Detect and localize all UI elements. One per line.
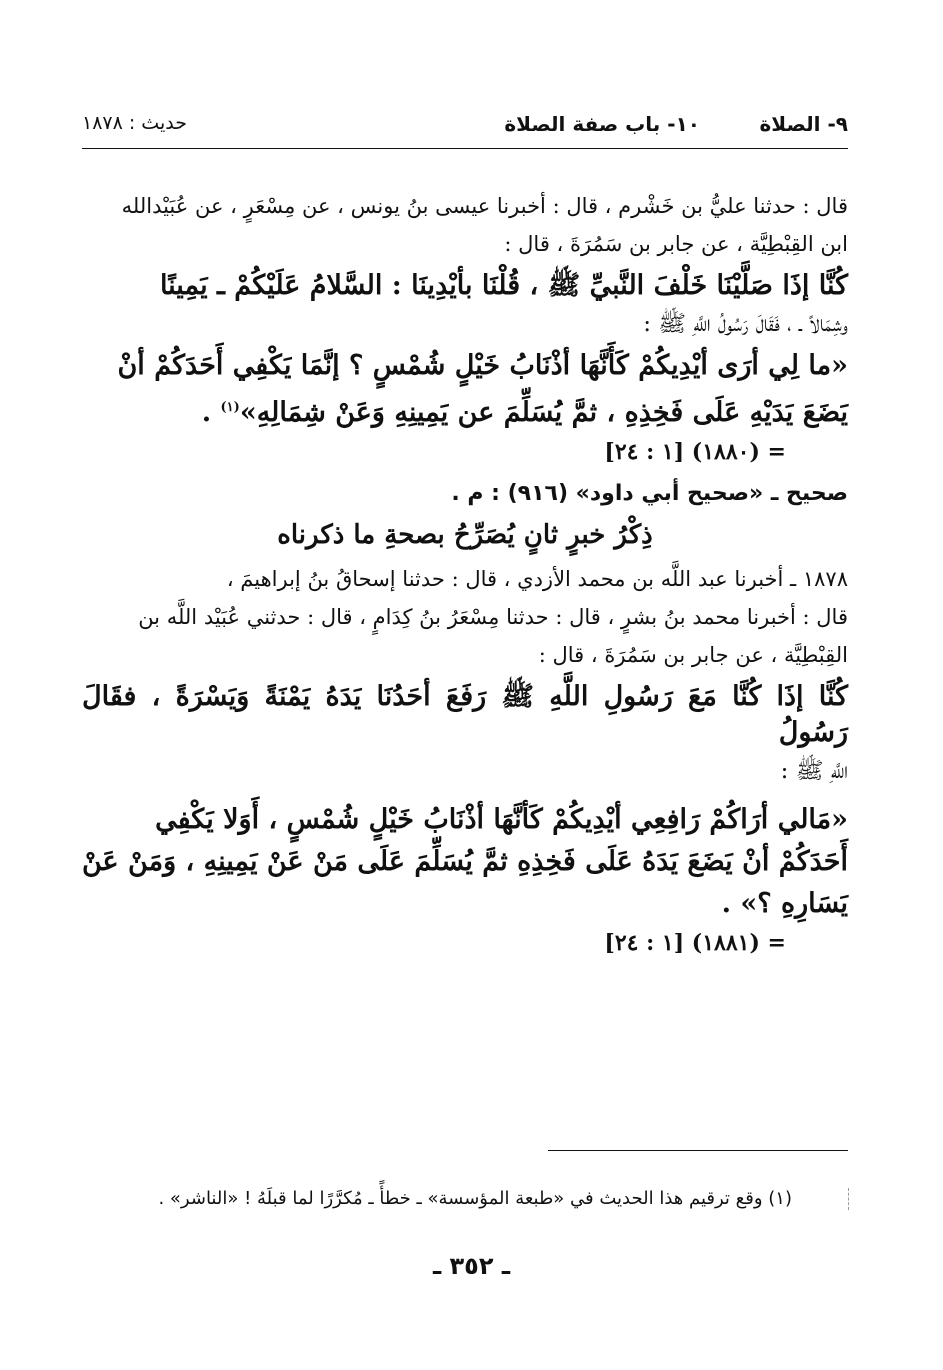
chapter-heading: ذِكْرُ خبرٍ ثانٍ يُصَرِّحُ بصحةِ ما ذكرناه <box>277 520 653 550</box>
main-text <box>82 192 848 970</box>
chapter-title: ٩- الصلاة <box>759 112 848 136</box>
prophetic-saying-line: «ما لِي أرَى أيْدِيكُمْ كَأَنَّهَا أذْنَابُ خَيْلٍ شُمْسٍ ؟ إنَّمَا يَكْفِي أَحَدَكُمْ أنْ <box>117 350 848 381</box>
prophetic-saying-line: أَحَدَكُمْ أنْ يَضَعَ يَدَهُ عَلَى فَخِذِهِ ثمَّ يُسَلِّمَ عَلَى مَنْ عَنْ يَمِينِهِ ، وَمَنْ عَنْ <box>81 846 848 877</box>
prophetic-saying-text: يَضَعَ يَدَيْهِ عَلَى فَخِذِهِ ، ثمَّ يُسَلِّمَ عن يَمِينِهِ وَعَنْ شِمَالِهِ» <box>239 397 848 428</box>
isnad-line: القِبْطِيَّة ، عن جابر بن سَمُرَةَ ، قال : <box>538 643 848 667</box>
footnote-marker: (١) <box>220 400 240 415</box>
page-number: ـ ٣٥٢ ـ <box>432 1252 511 1280</box>
authenticity-grade: صحيح ـ «صحيح أبي داود» (٩١٦) : م . <box>451 481 848 506</box>
isnad-line: قال : أخبرنا محمد بنُ بشرٍ ، قال : حدثنا مِسْعَرُ بنُ كِدَامٍ ، قال : حدثني عُبَيْد اللَّه بن <box>138 605 848 629</box>
cross-reference: = (١٨٨٠) [١ : ٢٤] <box>604 439 786 465</box>
section-title: ١٠- باب صفة الصلاة <box>504 112 700 136</box>
hadith-number-line: ١٨٧٨ ـ أخبرنا عبد اللَّه بن محمد الأزدي ، قال : حدثنا إسحاقُ بنُ إبراهيمَ ، <box>226 567 848 591</box>
isnad-line: ابن القِبْطِيَّة ، عن جابر بن سَمُرَةَ ، قال : <box>504 232 848 256</box>
hadith-text-line: اللَّهِ ﷺ : <box>780 758 848 784</box>
hadith-number-reference: حديث : ١٨٧٨ <box>82 112 187 134</box>
hadith-text-line: كُنَّا إذَا كُنَّا مَعَ رَسُولِ اللَّهِ ﷺ رَفَعَ أحَدُنَا يَدَهُ يَمْنَةً وَيَسْرَةً ، فقَالَ رَسُولُ <box>82 681 848 748</box>
isnad-line: قال : حدثنا عليُّ بن خَشْرم ، قال : أخبرنا عيسى بنُ يونس ، عن مِسْعَرٍ ، عن عُبَيْدالله <box>121 194 848 218</box>
prophetic-saying-line <box>82 390 848 431</box>
margin-mark <box>848 1188 849 1210</box>
prophetic-saying-line: يَسَارِهِ ؟» . <box>721 888 848 919</box>
footnote-divider <box>548 1150 848 1151</box>
sentence-end: . <box>201 397 221 428</box>
hadith-text-line: كُنَّا إذَا صَلَّيْنَا خَلْفَ النَّبيِّ ﷺ ، قُلْنَا بأيْدِينَا : السَّلامُ عَلَيْكُمْ ـ يَمِينًا <box>159 270 848 301</box>
prophetic-saying-line: «مَالي أرَاكُمْ رَافِعِي أيْدِيكُمْ كَأنَّهَا أذْنَابُ خَيْلٍ شُمْسٍ ، أَوَلا يَكْفِي <box>155 804 848 835</box>
running-header <box>82 112 848 142</box>
footnote: (١) وقع ترقيم هذا الحديث في «طبعة المؤسسة» ـ خطأً ـ مُكرَّرًا لما قبلَهُ ! «الناشر» . <box>158 1188 792 1209</box>
hadith-text-line: وشِمَالاً ـ ، فَقَالَ رَسُولُ اللَّهِ ﷺ : <box>643 311 848 337</box>
header-divider <box>82 148 848 149</box>
cross-reference: = (١٨٨١) [١ : ٢٤] <box>604 930 786 956</box>
